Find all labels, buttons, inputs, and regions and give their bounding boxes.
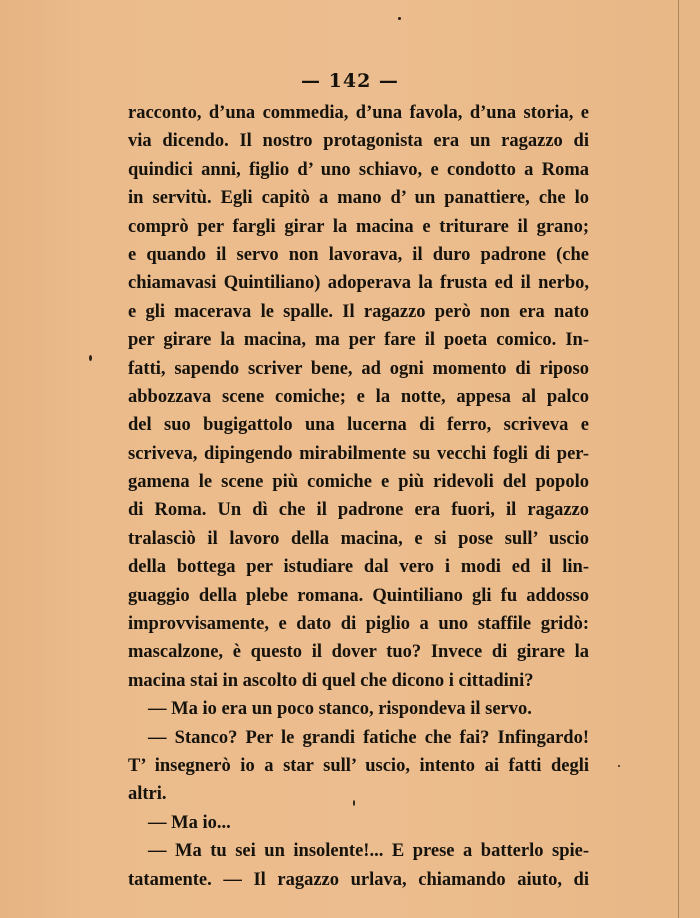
text-line: gamena le scene più comiche e più ridevoli del popolo bbox=[128, 472, 589, 493]
text-line: guaggio della plebe romana. Quintiliano gli fu addosso bbox=[128, 585, 589, 606]
text-line: macina stai in ascolto di quel che dicono i cittadini? bbox=[128, 670, 534, 691]
text-line: tralasciò il lavoro della macina, e si pose sull’ uscio bbox=[128, 528, 589, 549]
dialogue-line: — Ma io... bbox=[148, 812, 231, 833]
page-number: — 142 — bbox=[301, 70, 399, 92]
text-line: via dicendo. Il nostro protagonista era un ragazzo di bbox=[128, 131, 589, 152]
page-edge bbox=[678, 0, 679, 918]
text-line: per girare la macina, ma per fare il poeta comico. In- bbox=[128, 330, 589, 351]
text-line: improvvisamente, e dato di piglio a uno staffile gridò: bbox=[128, 614, 589, 635]
text-line: e gli macerava le spalle. Il ragazzo però non era nato bbox=[128, 301, 589, 322]
text-line: abbozzava scene comiche; e la notte, appesa al palco bbox=[128, 386, 589, 407]
dialogue-line: — Ma io era un poco stanco, rispondeva il servo. bbox=[148, 699, 532, 720]
body-text bbox=[128, 99, 589, 894]
dialogue-line: — Stanco? Per le grandi fatiche che fai? Infingardo! bbox=[148, 727, 589, 748]
text-line: racconto, d’una commedia, d’una favola, d’una storia, e bbox=[128, 103, 589, 123]
text-line: tatamente. — Il ragazzo urlava, chiamando aiuto, di bbox=[128, 869, 589, 890]
text-line: del suo bugigattolo una lucerna di ferro, scriveva e bbox=[128, 415, 589, 436]
text-line: scriveva, dipingendo mirabilmente su vecchi fogli di per- bbox=[128, 443, 589, 464]
text-line: in servitù. Egli capitò a mano d’ un panattiere, che lo bbox=[128, 188, 589, 209]
dialogue-line: — Ma tu sei un insolente!... E prese a batterlo spie- bbox=[148, 841, 589, 862]
text-line: T’ insegnerò io a star sull’ uscio, intento ai fatti degli bbox=[128, 755, 589, 776]
text-line: mascalzone, è questo il dover tuo? Invece di girare la bbox=[128, 642, 589, 663]
text-line: quindici anni, figlio d’ uno schiavo, e condotto a Roma bbox=[128, 159, 589, 180]
text-line: e quando il servo non lavorava, il duro padrone (che bbox=[128, 244, 589, 265]
ink-speck bbox=[353, 800, 355, 806]
ink-speck bbox=[398, 17, 401, 20]
text-line: altri. bbox=[128, 784, 167, 805]
text-line: chiamavasi Quintiliano) adoperava la frusta ed il nerbo, bbox=[128, 273, 589, 294]
ink-speck bbox=[89, 355, 92, 361]
text-line: di Roma. Un dì che il padrone era fuori, il ragazzo bbox=[128, 500, 589, 521]
text-line: fatti, sapendo scriver bene, ad ogni momento di riposo bbox=[128, 358, 589, 379]
ink-speck bbox=[618, 765, 620, 767]
text-line: della bottega per istudiare dal vero i modi ed il lin- bbox=[128, 557, 589, 578]
text-line: comprò per fargli girar la macina e triturare il grano; bbox=[128, 216, 589, 237]
